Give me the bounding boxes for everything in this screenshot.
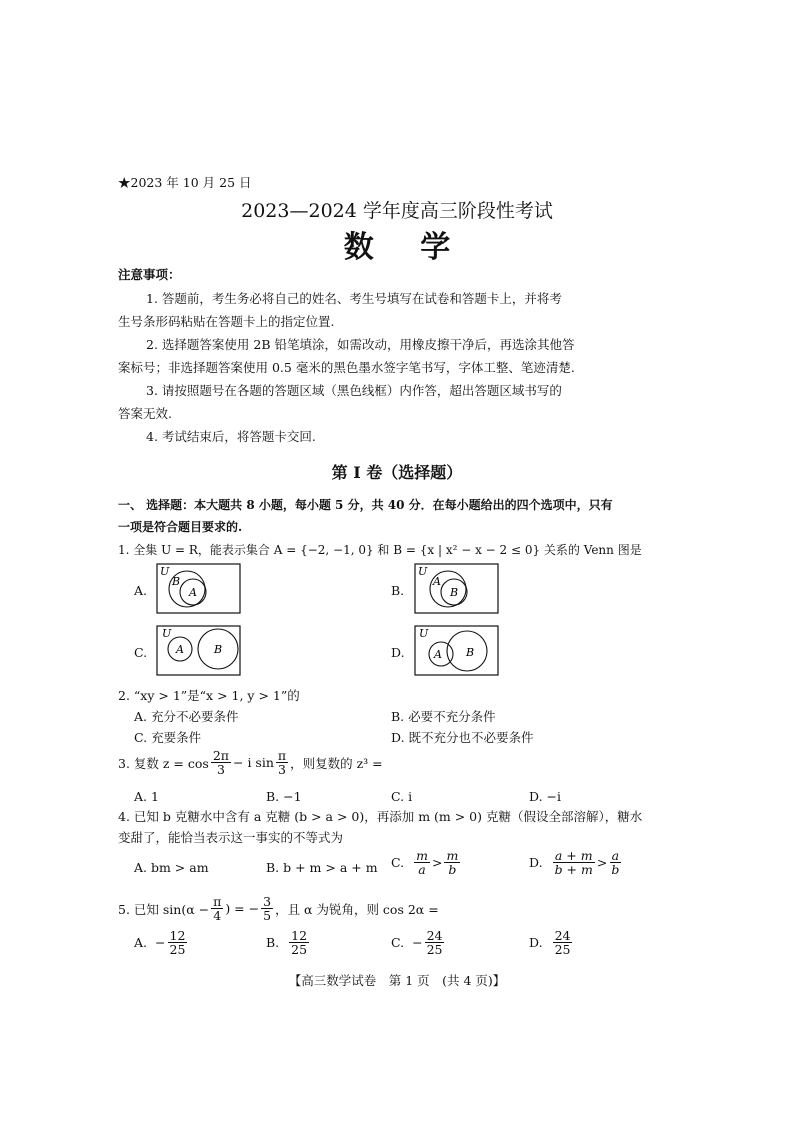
question-5-option [529,929,574,956]
q5-pi4-num: π [213,894,222,909]
q5-option-sign: − [155,935,166,951]
venn-diagram-c [156,625,242,677]
section-intro: 一、 选择题：本大题共 8 小题，每小题 5 分，共 40 分．在每小题给出的四个选项中，只有 [118,498,613,512]
notice-line: 4. 考试结束后，将答题卡交回. [146,429,316,444]
notice-line: 生号条形码粘贴在答题卡上的指定位置. [118,314,335,329]
question-2-option: D. 既不充分也不必要条件 [391,730,534,745]
venn-label-a: A [434,648,442,661]
option-c-label: C. [134,645,148,660]
q5-stem-mid: ) = − [225,901,260,917]
q3-fraction-2 [276,749,288,776]
venn-label-u: U [419,627,429,640]
venn-label-b: B [172,575,181,588]
q5-option-sign: − [412,935,423,951]
q5-option-den: 25 [169,942,186,958]
q5-option-label: A. [134,935,148,951]
q4-c-operator: > [431,855,443,871]
question-4-option-b: B. b + m > a + m [266,860,378,875]
venn-diagram-b [414,563,500,615]
q4-c-left-num: m [416,848,428,863]
q3-fraction-1 [211,749,231,776]
venn-diagram-d [414,625,500,677]
venn-label-b: B [466,646,475,659]
option-b-label: B. [391,583,405,598]
q4-c-left-den: a [418,862,426,878]
venn-label-u: U [160,565,170,578]
question-2-option: A. 充分不必要条件 [134,709,239,724]
notice-heading: 注意事项： [118,267,181,282]
venn-diagram-a [156,563,242,615]
question-3-option: B. −1 [266,789,302,804]
q4-d-fraction-right [609,849,621,876]
q3-fraction-1-num: 2π [212,748,229,763]
option-d-label: D. [391,645,405,660]
question-1-stem: 1. 全集 U = R，能表示集合 A = {−2, −1, 0} 和 B = {x | x² − x − 2 ≤ 0} 关系的 Venn 图是 [118,543,642,557]
question-4-stem: 4. 已知 b 克糖水中含有 a 克糖 (b > a > 0)，再添加 m (m > 0) 克糖（假设全部溶解），糖水 [118,809,643,824]
q4-c-fraction-right [444,849,460,876]
venn-label-u: U [418,565,428,578]
notice-line: 答案无效. [118,406,172,421]
q5-option-label: B. [266,935,280,951]
venn-label-a: A [176,643,184,656]
q4-d-fraction-left [553,849,595,876]
q5-pi4-den: 4 [213,908,222,924]
q3-fraction-2-den: 3 [278,762,286,778]
question-5-stem [118,895,439,922]
exam-subject: 数 学 [343,230,469,265]
venn-label-b: B [450,586,459,599]
q3-fraction-1-den: 3 [216,762,225,778]
q5-35-den: 5 [263,908,272,924]
notice-line: 2. 选择题答案使用 2B 铅笔填涂，如需改动，用橡皮擦干净后，再选涂其他答 [146,337,575,352]
q5-option-den: 25 [291,942,308,958]
q4-d-right-num: a [611,848,620,863]
q4-option-d-label: D. [529,855,543,871]
notice-line: 案标号；非选择题答案使用 0.5 毫米的黑色墨水签字笔书写，字体工整、笔迹清楚. [118,360,575,375]
q5-option-num: 24 [426,928,443,943]
exam-title: 2023—2024 学年度高三阶段性考试 [241,200,553,222]
q3-fraction-2-num: π [277,748,287,763]
question-4-option-a: A. bm > am [134,860,209,875]
q5-option-fraction [553,929,573,956]
q3-stem-mid: − i sin [233,755,274,771]
question-5-option [134,929,189,956]
question-4-option-d [529,849,623,876]
question-3-stem [118,749,383,776]
q3-stem-post: ，则复数的 z³ = [290,755,383,771]
q5-option-num: 12 [291,928,308,943]
notice-line: 1. 答题前，考生务必将自己的姓名、考生号填写在试卷和答题卡上，并将考 [146,291,562,306]
q5-option-fraction [425,929,445,956]
q4-d-left-den: b + m [554,862,593,878]
section-intro: 一项是符合题目要求的. [118,520,243,534]
page-footer: 【高三数学试卷 第 1 页 (共 4 页)】 [288,973,506,988]
q4-d-right-den: b [611,862,620,878]
q5-option-den: 25 [426,942,443,958]
q5-option-fraction [289,929,309,956]
section-title: 第 I 卷（选择题） [331,463,463,482]
venn-label-b: B [214,643,223,656]
q5-option-label: C. [391,935,405,951]
q5-fraction-35 [261,895,273,922]
q5-stem-pre: 5. 已知 sin(α − [118,901,210,917]
question-2-stem: 2. “xy > 1”是“x > 1, y > 1”的 [118,688,300,703]
q4-c-right-den: b [448,862,457,878]
q5-option-num: 24 [554,928,571,943]
q5-option-fraction [168,929,188,956]
notice-line: 3. 请按照题号在各题的答题区域（黑色线框）内作答，超出答题区域书写的 [146,383,562,398]
exam-date: ★2023 年 10 月 25 日 [118,175,252,190]
question-3-option: C. i [391,789,413,804]
question-5-option [266,929,311,956]
venn-label-a: A [433,575,441,588]
q4-c-fraction-left [414,849,430,876]
question-4-stem: 变甜了，能恰当表示这一事实的不等式为 [118,830,344,845]
q3-stem-pre: 3. 复数 z = cos [118,755,209,771]
q5-option-num: 12 [169,928,186,943]
question-2-option: B. 必要不充分条件 [391,709,496,724]
question-3-option: D. −i [529,789,561,804]
q5-fraction-pi4 [211,895,223,922]
q4-d-left-num: a + m [554,848,593,863]
question-4-option-c [391,849,462,876]
question-3-option: A. 1 [134,789,159,804]
q4-option-c-label: C. [391,855,405,871]
question-2-option: C. 充要条件 [134,730,202,745]
q4-c-right-num: m [446,848,459,863]
question-5-option [391,929,446,956]
option-a-label: A. [134,583,148,598]
venn-label-a: A [189,586,197,599]
q5-stem-post: ，且 α 为锐角，则 cos 2α = [275,901,439,917]
q5-35-num: 3 [263,894,272,909]
q4-d-operator: > [596,855,608,871]
venn-label-u: U [162,627,172,640]
q5-option-den: 25 [554,942,571,958]
q5-option-label: D. [529,935,543,951]
